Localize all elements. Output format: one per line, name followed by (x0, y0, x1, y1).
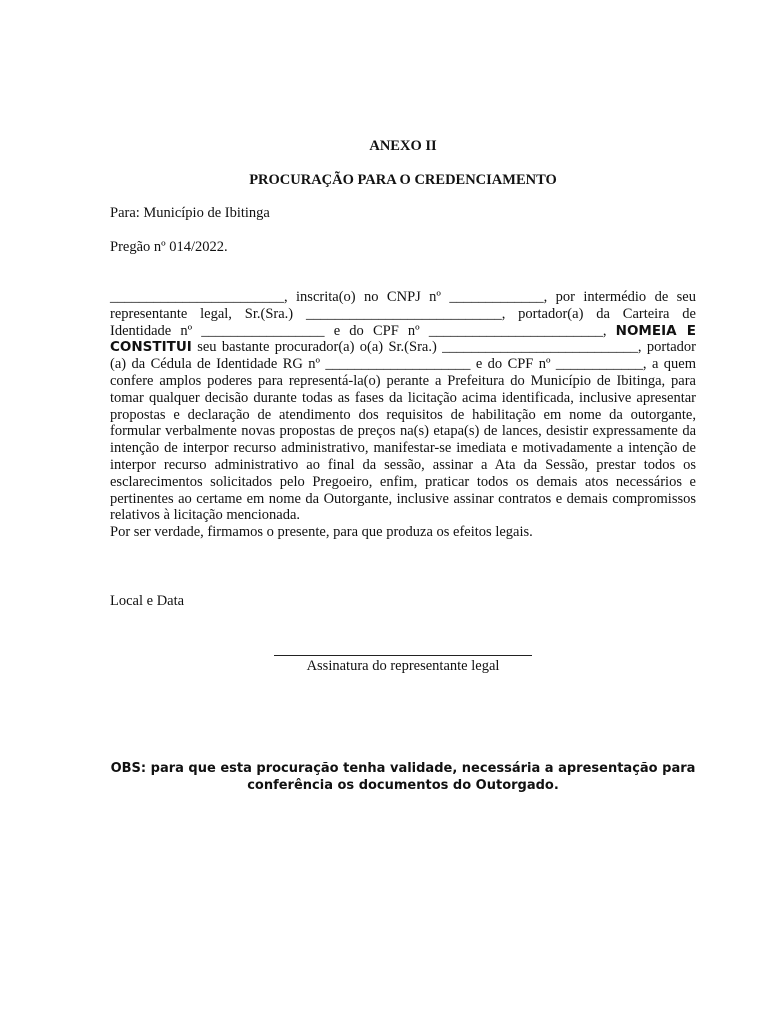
document-title: PROCURAÇÃO PARA O CREDENCIAMENTO (249, 172, 557, 188)
addressee-line: Para: Município de Ibitinga (110, 205, 270, 221)
body-text-part1: ________________________, inscrita(o) no CNPJ nº _____________, por intermédio de seu representante legal, Sr.(Sra.) ___________________________, portador(a) da Carteira de Identidade nº _________________ e do CPF nº ________________________, (110, 289, 696, 339)
signature-block (274, 643, 532, 675)
observation-note (110, 761, 696, 794)
closing-sentence: Por ser verdade, firmamos o presente, para que produza os efeitos legais. (110, 524, 533, 541)
annex-title: ANEXO II (369, 138, 437, 154)
signature-line (274, 643, 532, 656)
body-text-part2: seu bastante procurador(a) o(a) Sr.(Sra.) ___________________________, portador (a) da Cédula de Identidade RG nº ____________________ e do CPF nº ____________, a quem confere amplos poderes para representá-la(o) perante a Prefeitura do Município de Ibitinga, para tomar qualquer decisão durante todas as fases da licitação acima identificada, inclusive apresentar propostas e declaração de atendimento dos requisitos de habilitação em nome da outorgante, formular verbalmente novas propostas de preços na(s) etapa(s) de lances, desistir expressamente da intenção de interpor recurso administrativo, manifestar-se imediata e motivadamente a intenção de interpor recurso administrativo ao final da sessão, assinar a Ata da Sessão, prestar todos os esclarecimentos solicitados pelo Pregoeiro, enfim, praticar todos os demais atos necessários e pertinentes ao certame em nome da Outorgante, inclusive assinar contratos e demais compromissos relativos à licitação mencionada. (110, 339, 696, 524)
nomeia-e-constitui: NOMEIA E CONSTITUI (110, 322, 697, 356)
place-and-date: Local e Data (110, 593, 185, 609)
observation-line-2: conferência os documentos do Outorgado. (247, 777, 559, 793)
power-of-attorney-body (110, 289, 696, 541)
body-paragraph (110, 289, 696, 524)
signature-caption: Assinatura do representante legal (306, 658, 500, 674)
observation-line-1: OBS: para que esta procuração tenha validade, necessária a apresentação para (110, 761, 696, 776)
process-number: Pregão nº 014/2022. (110, 239, 228, 255)
